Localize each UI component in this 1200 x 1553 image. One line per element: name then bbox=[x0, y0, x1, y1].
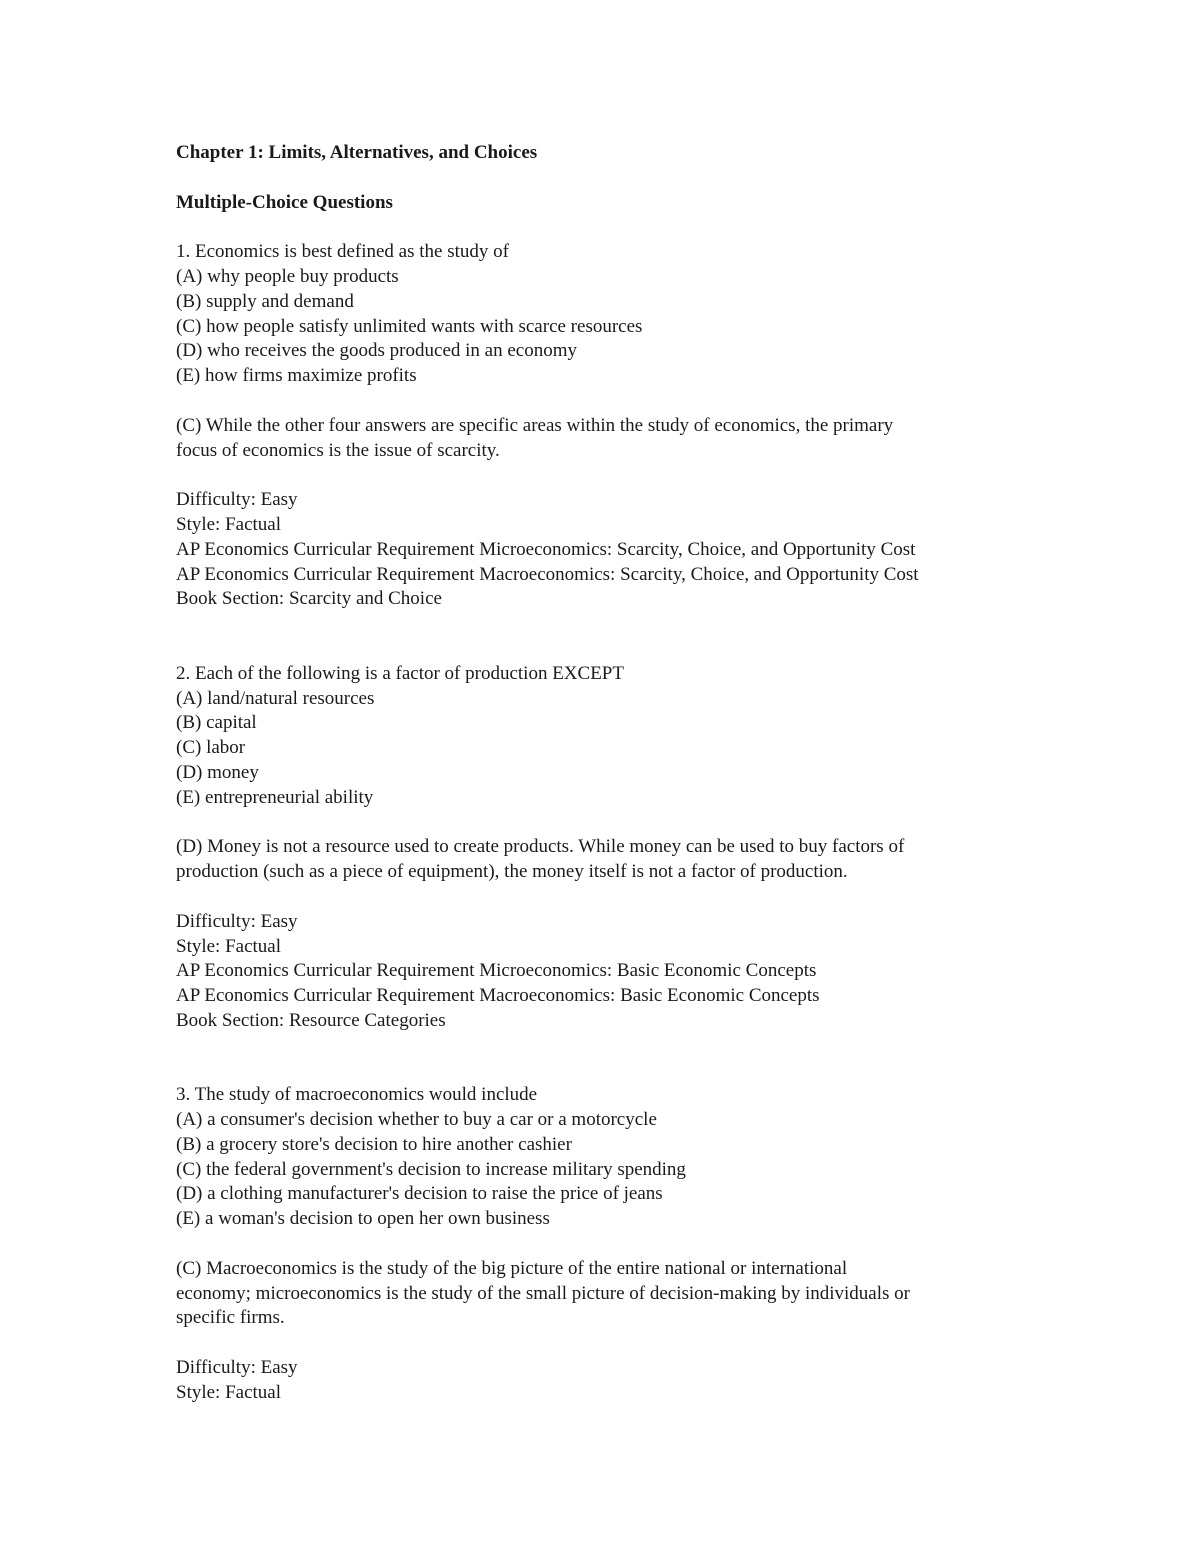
answer-explanation-line: production (such as a piece of equipment), the money itself is not a factor of production. bbox=[176, 861, 848, 883]
question-meta: Style: Factual bbox=[176, 935, 282, 957]
question-meta: Difficulty: Easy bbox=[176, 910, 298, 932]
question-stem: 2. Each of the following is a factor of production EXCEPT bbox=[176, 662, 624, 684]
question-meta: AP Economics Curricular Requirement Microeconomics: Scarcity, Choice, and Opportunity Cost bbox=[176, 538, 916, 560]
spacer bbox=[176, 1331, 1136, 1356]
spacer bbox=[176, 811, 1136, 836]
question-meta: AP Economics Curricular Requirement Macroeconomics: Scarcity, Choice, and Opportunity Cost bbox=[176, 563, 919, 585]
document-page bbox=[176, 141, 1136, 1406]
question-meta: Book Section: Scarcity and Choice bbox=[176, 588, 442, 610]
question-stem: 1. Economics is best defined as the study of bbox=[176, 241, 509, 263]
answer-option: (E) entrepreneurial ability bbox=[176, 786, 374, 808]
question-meta: Book Section: Resource Categories bbox=[176, 1009, 446, 1031]
answer-option: (B) supply and demand bbox=[176, 290, 354, 312]
answer-option: (A) a consumer's decision whether to buy a car or a motorcycle bbox=[176, 1109, 657, 1131]
answer-explanation-line: (C) While the other four answers are specific areas within the study of economics, the primary bbox=[176, 414, 894, 436]
question-meta: Style: Factual bbox=[176, 513, 282, 535]
question-block bbox=[176, 662, 1136, 1034]
question-meta: Difficulty: Easy bbox=[176, 489, 298, 511]
question-meta: AP Economics Curricular Requirement Microeconomics: Basic Economic Concepts bbox=[176, 960, 817, 982]
answer-explanation-line: (D) Money is not a resource used to create products. While money can be used to buy factors of bbox=[176, 836, 905, 858]
answer-option: (C) labor bbox=[176, 737, 246, 759]
answer-option: (B) capital bbox=[176, 712, 257, 734]
spacer bbox=[176, 389, 1136, 414]
answer-explanation-line: (C) Macroeconomics is the study of the big picture of the entire national or international bbox=[176, 1257, 848, 1279]
chapter-title: Chapter 1: Limits, Alternatives, and Choices bbox=[176, 142, 538, 163]
answer-option: (D) who receives the goods produced in an economy bbox=[176, 340, 577, 362]
spacer bbox=[176, 215, 1136, 240]
answer-explanation-line: specific firms. bbox=[176, 1307, 285, 1329]
question-meta: AP Economics Curricular Requirement Macroeconomics: Basic Economic Concepts bbox=[176, 985, 820, 1007]
spacer bbox=[176, 463, 1136, 488]
answer-option: (A) land/natural resources bbox=[176, 687, 375, 709]
section-title: Multiple-Choice Questions bbox=[176, 191, 393, 213]
answer-option: (C) the federal government's decision to increase military spending bbox=[176, 1158, 686, 1180]
answer-option: (C) how people satisfy unlimited wants with scarce resources bbox=[176, 315, 643, 337]
answer-option: (E) a woman's decision to open her own business bbox=[176, 1208, 550, 1230]
question-block bbox=[176, 240, 1136, 612]
answer-option: (D) a clothing manufacturer's decision to raise the price of jeans bbox=[176, 1183, 663, 1205]
spacer bbox=[176, 1232, 1136, 1257]
spacer bbox=[176, 885, 1136, 910]
spacer bbox=[176, 166, 1136, 191]
spacer bbox=[176, 1034, 1136, 1084]
question-stem: 3. The study of macroeconomics would include bbox=[176, 1084, 538, 1106]
answer-option: (D) money bbox=[176, 761, 259, 783]
question-block bbox=[176, 1083, 1136, 1405]
answer-option: (B) a grocery store's decision to hire another cashier bbox=[176, 1133, 572, 1155]
question-meta: Difficulty: Easy bbox=[176, 1357, 298, 1379]
question-meta: Style: Factual bbox=[176, 1381, 282, 1403]
answer-option: (A) why people buy products bbox=[176, 265, 399, 287]
answer-explanation-line: focus of economics is the issue of scarcity. bbox=[176, 439, 500, 461]
answer-option: (E) how firms maximize profits bbox=[176, 365, 417, 387]
answer-explanation-line: economy; microeconomics is the study of the small picture of decision-making by individuals or bbox=[176, 1282, 910, 1304]
spacer bbox=[176, 612, 1136, 662]
